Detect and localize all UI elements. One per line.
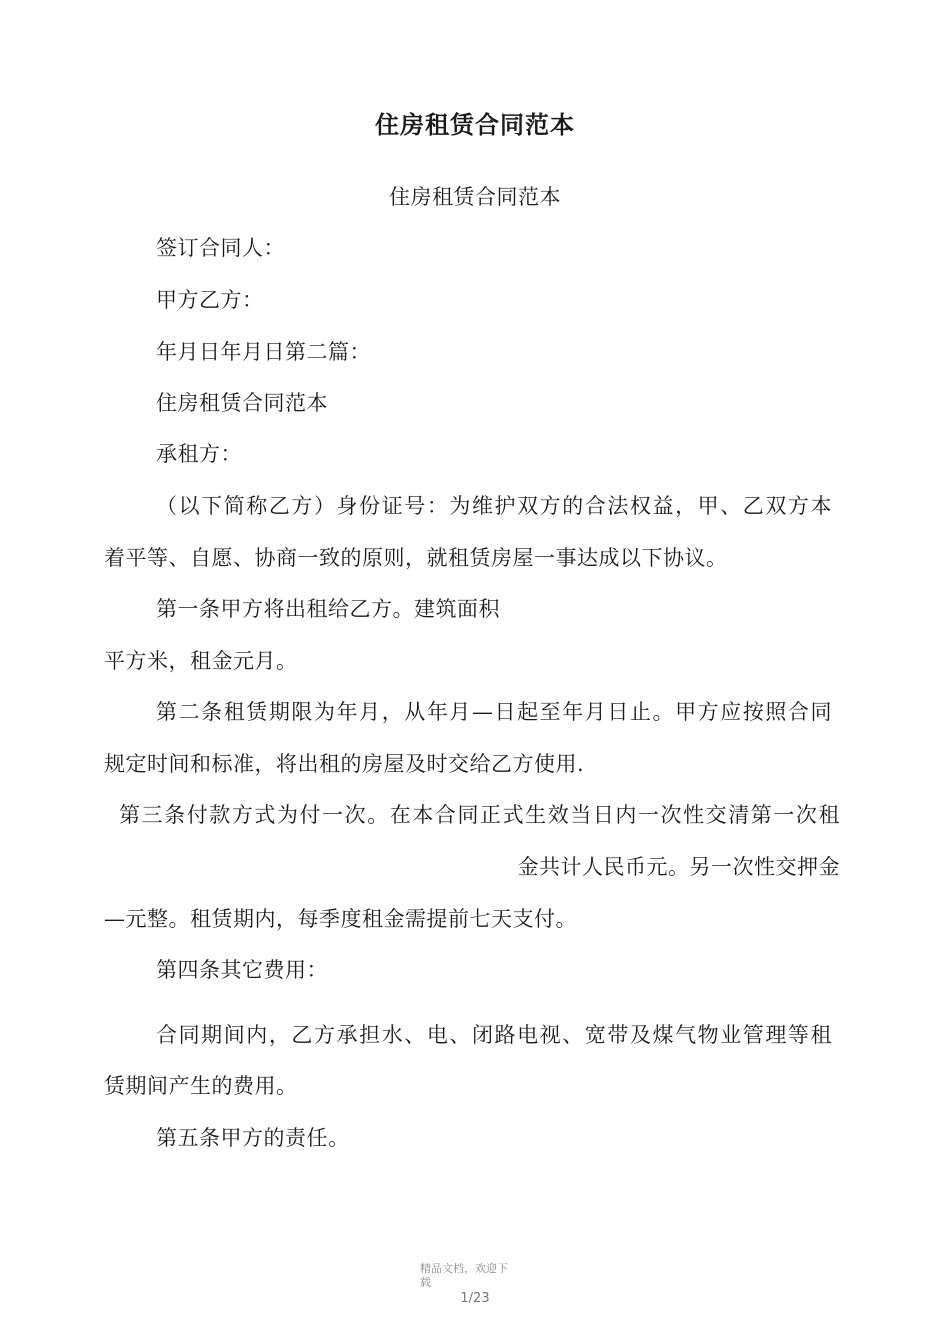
paragraph-line: 承租方： xyxy=(156,442,242,466)
document-title: 住房租赁合同范本 xyxy=(375,111,575,139)
page-number: 1/23 xyxy=(460,1291,490,1306)
paragraph-line: 合同期间内，乙方承担水、电、闭路电视、宽带及煤气物业管理等租 xyxy=(156,1023,832,1047)
paragraph-line: 第二条租赁期限为年月，从年月—日起至年月日止。甲方应按照合同 xyxy=(156,700,832,724)
paragraph-line: 金共计人民币元。另一次性交押金 xyxy=(517,855,840,879)
paragraph-line: 规定时间和标准，将出租的房屋及时交给乙方使用. xyxy=(104,752,585,776)
subtitle: 住房租赁合同范本 xyxy=(389,185,561,209)
paragraph-line: 住房租赁合同范本 xyxy=(156,391,328,415)
paragraph-line: 赁期间产生的费用。 xyxy=(104,1074,298,1098)
paragraph-line: 第三条付款方式为付一次。在本合同正式生效当日内一次性交清第一次租 xyxy=(119,803,840,827)
paragraph-line: 平方米，租金元月。 xyxy=(104,649,298,673)
paragraph-line: 第一条甲方将出租给乙方。建筑面积 xyxy=(156,597,500,621)
footer-note-line: 精品文档，欢迎下 xyxy=(420,1262,508,1275)
paragraph-line: —元整。租赁期内，每季度租金需提前七天支付。 xyxy=(104,907,577,931)
paragraph-line: 着平等、自愿、协商一致的原则，就租赁房屋一事达成以下协议。 xyxy=(104,546,728,570)
paragraph-line: 第五条甲方的责任。 xyxy=(156,1126,350,1150)
footer-note xyxy=(420,1262,530,1290)
paragraph-line: 年月日年月日第二篇： xyxy=(156,340,371,364)
paragraph-line: 甲方乙方： xyxy=(156,288,264,312)
paragraph-line: （以下简称乙方）身份证号：为维护双方的合法权益，甲、乙双方本 xyxy=(156,494,832,518)
footer-note-line: 载 xyxy=(420,1276,431,1289)
paragraph-line: 第四条其它费用： xyxy=(156,958,328,982)
paragraph-line: 签订合同人： xyxy=(156,236,285,260)
